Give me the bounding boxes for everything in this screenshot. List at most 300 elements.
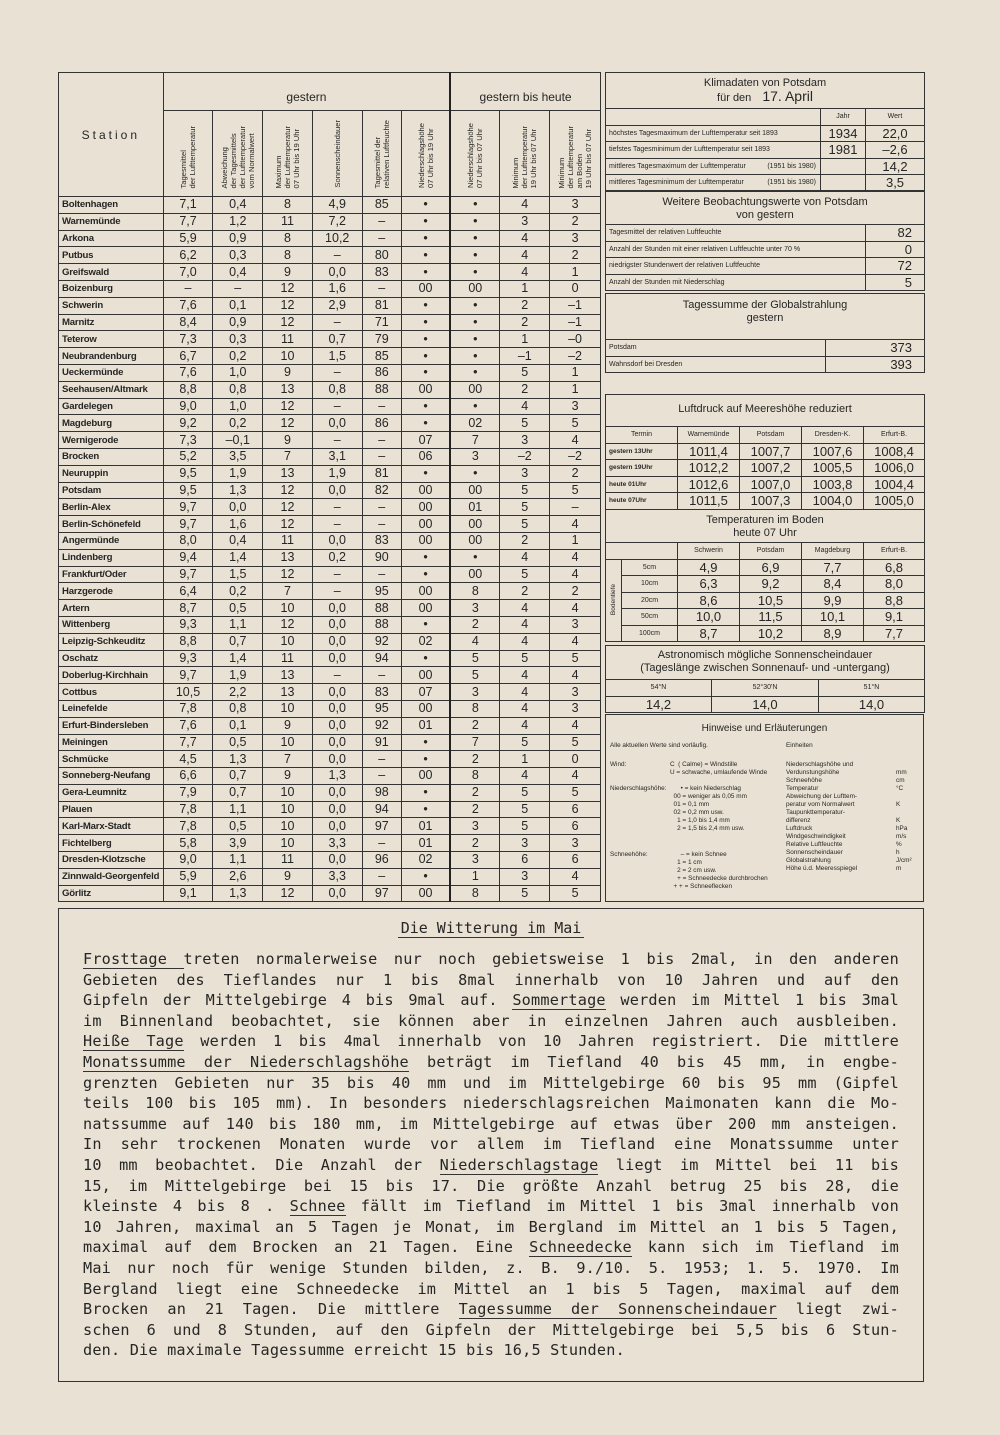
table-cell: 5	[550, 650, 601, 667]
table-cell: •	[401, 213, 450, 230]
table-cell: 4	[500, 247, 550, 264]
table-cell: 9,0	[163, 852, 213, 869]
table-cell: 0,0	[312, 600, 362, 617]
table-cell: 0,9	[213, 230, 263, 247]
table-cell: •	[450, 297, 500, 314]
table-cell: 0,5	[213, 818, 263, 835]
table-cell: 2	[550, 213, 601, 230]
table-cell: 8	[450, 768, 500, 785]
soil-row	[606, 559, 925, 576]
pressure-value: 1004,0	[802, 493, 864, 510]
table-cell: •	[450, 314, 500, 331]
table-cell: 1,1	[213, 616, 263, 633]
table-cell: 4	[500, 230, 550, 247]
table-cell: 97	[362, 818, 401, 835]
station-name: Magdeburg	[59, 415, 164, 432]
radiation-row	[606, 356, 925, 373]
table-cell: –	[362, 835, 401, 852]
table-row	[59, 566, 601, 583]
soil-value: 7,7	[802, 559, 864, 576]
station-name: Wittenberg	[59, 616, 164, 633]
table-cell: 5	[500, 482, 550, 499]
climate-col-year: Jahr	[821, 109, 866, 126]
pressure-value: 1011,5	[678, 493, 740, 510]
climate-label	[606, 175, 821, 192]
table-cell: –	[362, 868, 401, 885]
table-cell: 3	[450, 600, 500, 617]
climate-label	[606, 142, 821, 159]
table-cell: 7	[263, 448, 313, 465]
table-cell: 07	[401, 684, 450, 701]
table-cell: 1	[450, 868, 500, 885]
table-cell: 4	[550, 768, 601, 785]
pressure-row	[606, 476, 925, 493]
pressure-table	[605, 394, 925, 510]
table-cell: 0,0	[312, 532, 362, 549]
table-cell: 2	[550, 247, 601, 264]
table-cell: 10	[263, 818, 313, 835]
table-cell: 0,0	[312, 616, 362, 633]
table-cell: 0,3	[213, 331, 263, 348]
table-cell: 5	[500, 499, 550, 516]
table-cell: 5	[500, 885, 550, 902]
table-row	[59, 264, 601, 281]
table-cell: 00	[450, 280, 500, 297]
table-cell: 1,0	[213, 364, 263, 381]
table-cell: •	[401, 549, 450, 566]
table-cell: 11	[263, 650, 313, 667]
table-cell: 8	[450, 885, 500, 902]
table-cell: 9,5	[163, 465, 213, 482]
table-cell: 4	[500, 600, 550, 617]
notes-precip-label: Niederschlagshöhe:	[610, 785, 667, 792]
table-cell: 97	[362, 885, 401, 902]
table-row	[59, 751, 601, 768]
soil-value: 7,7	[864, 625, 925, 642]
sunshine-header: 51°N	[819, 680, 925, 697]
table-cell: 00	[401, 885, 450, 902]
observations-table	[605, 190, 925, 291]
table-cell: 4	[500, 700, 550, 717]
article-line: Brocken an 21 Tagen. Die mittlere Tagessumme der Sonnenscheindauer liegt zwi-	[83, 1300, 900, 1319]
table-cell: 0,0	[312, 415, 362, 432]
sunshine-value: 14,0	[819, 696, 925, 713]
article-line: kleinste 4 bis 8 . Schnee fällt im Tiefland im Mittel 1 bis 3mal innerhalb von	[83, 1197, 899, 1216]
table-cell: 8	[263, 197, 313, 214]
pressure-value: 1007,3	[740, 493, 802, 510]
table-cell: 0,0	[312, 801, 362, 818]
table-row	[59, 331, 601, 348]
table-cell: •	[450, 348, 500, 365]
table-row	[59, 448, 601, 465]
column-header	[362, 111, 401, 197]
radiation-value: 373	[826, 340, 925, 357]
table-row	[59, 852, 601, 869]
pressure-header: Termin	[606, 427, 678, 444]
soil-value: 10,0	[678, 609, 740, 626]
table-cell: 1,3	[213, 885, 263, 902]
table-row	[59, 768, 601, 785]
table-cell: 2,6	[213, 868, 263, 885]
table-cell: 1,4	[213, 549, 263, 566]
table-cell: 00	[401, 600, 450, 617]
table-cell: 5	[450, 667, 500, 684]
table-cell: –	[362, 667, 401, 684]
table-cell: 2	[450, 801, 500, 818]
station-name: Görlitz	[59, 885, 164, 902]
radiation-subtitle: gestern	[746, 312, 784, 324]
table-cell: –	[362, 230, 401, 247]
table-cell: 9,7	[163, 516, 213, 533]
table-cell: 3	[450, 852, 500, 869]
table-cell: 01	[450, 499, 500, 516]
pressure-value: 1007,7	[740, 443, 802, 460]
table-cell: 6,6	[163, 768, 213, 785]
climate-period: (1951 bis 1980)	[767, 162, 816, 170]
sunshine-value: 14,2	[606, 696, 712, 713]
table-cell: 94	[362, 650, 401, 667]
table-cell: 9	[263, 868, 313, 885]
table-cell: 1,1	[213, 801, 263, 818]
column-header	[312, 111, 362, 197]
table-cell: •	[401, 751, 450, 768]
column-header-label: Sonnenscheindauer	[332, 120, 342, 188]
notes-units-values: mm cm °C K K hPa m/s % h J/cm² m	[896, 769, 912, 872]
table-cell: 4	[550, 516, 601, 533]
table-cell: 3	[500, 432, 550, 449]
sunshine-header: 54°N	[606, 680, 712, 697]
article-line: Mai nur noch für wenige Stunden bilden, z. B. 9./10. 5. 1953; 1. 5. 1970. Im	[83, 1258, 899, 1277]
table-row	[59, 516, 601, 533]
notes-wind-label: Wind:	[610, 761, 627, 768]
table-cell: 0,4	[213, 197, 263, 214]
table-cell: 86	[362, 415, 401, 432]
table-row	[59, 633, 601, 650]
table-cell: –	[362, 213, 401, 230]
table-cell: 00	[401, 381, 450, 398]
pressure-value: 1007,0	[740, 476, 802, 493]
table-cell: •	[450, 331, 500, 348]
table-cell: 5	[550, 415, 601, 432]
table-cell: 00	[450, 381, 500, 398]
table-cell: •	[401, 650, 450, 667]
table-cell: 2	[500, 314, 550, 331]
observation-row	[606, 274, 925, 291]
table-cell: 3	[500, 465, 550, 482]
table-cell: 00	[450, 516, 500, 533]
table-row	[59, 650, 601, 667]
table-cell: 0,0	[312, 784, 362, 801]
pressure-term: heute 07Uhr	[606, 493, 678, 510]
table-cell: 3,1	[312, 448, 362, 465]
soil-depth: 100cm	[622, 625, 678, 642]
table-cell: 7	[263, 751, 313, 768]
table-cell: 0,0	[312, 734, 362, 751]
article-line: maximal auf dem Brocken an 21 Tagen. Eine Schneedecke kann sich im Tiefland im	[83, 1238, 899, 1257]
observation-value: 0	[866, 241, 925, 258]
station-name: Fichtelberg	[59, 835, 164, 852]
article-line: Gipfeln der Mittelgebirge 4 bis 9mal auf. Sommertage werden im Mittel 1 bis 3mal	[83, 991, 900, 1010]
table-cell: 5	[550, 784, 601, 801]
soil-value: 6,9	[740, 559, 802, 576]
soil-temperature-table	[605, 509, 925, 642]
table-cell: 0	[550, 751, 601, 768]
table-cell: 95	[362, 583, 401, 600]
table-cell: 00	[401, 482, 450, 499]
table-cell: 88	[362, 600, 401, 617]
observation-label: Anzahl der Stunden mit einer relativen Luftfeuchte unter 70 %	[606, 241, 866, 258]
table-cell: 6	[550, 818, 601, 835]
table-cell: 7,6	[163, 297, 213, 314]
soil-value: 6,3	[678, 576, 740, 593]
soil-value: 8,4	[802, 576, 864, 593]
table-cell: 7,9	[163, 784, 213, 801]
radiation-label: Potsdam	[606, 340, 826, 357]
table-cell: •	[450, 364, 500, 381]
table-cell: 0,0	[312, 684, 362, 701]
table-cell: 11	[263, 213, 313, 230]
column-header	[213, 111, 263, 197]
table-cell: 0,4	[213, 264, 263, 281]
table-cell: –	[312, 583, 362, 600]
table-cell: –	[312, 364, 362, 381]
table-cell: •	[401, 801, 450, 818]
table-cell: –0	[550, 331, 601, 348]
article-title-wrap	[59, 919, 923, 937]
group-header-overnight: gestern bis heute	[450, 73, 600, 111]
table-cell: 5	[500, 734, 550, 751]
table-row	[59, 818, 601, 835]
table-cell: •	[450, 247, 500, 264]
table-cell: 1,0	[213, 398, 263, 415]
table-cell: –	[312, 667, 362, 684]
table-cell: 4	[450, 633, 500, 650]
table-cell: 5	[550, 734, 601, 751]
station-name: Harzgerode	[59, 583, 164, 600]
table-cell: –	[362, 432, 401, 449]
table-cell: 2	[450, 717, 500, 734]
soil-header: Schwerin	[678, 543, 740, 560]
table-row	[59, 600, 601, 617]
table-cell: •	[450, 230, 500, 247]
table-cell: •	[401, 331, 450, 348]
soil-value: 8,9	[802, 625, 864, 642]
table-cell: 82	[362, 482, 401, 499]
table-cell: 4	[550, 667, 601, 684]
table-cell: 1,1	[213, 852, 263, 869]
table-cell: 2	[500, 532, 550, 549]
table-cell: 1,9	[213, 465, 263, 482]
table-row	[59, 465, 601, 482]
pressure-title: Luftdruck auf Meereshöhe reduziert	[606, 395, 925, 427]
table-cell: 0,9	[213, 314, 263, 331]
table-cell: 12	[263, 297, 313, 314]
table-cell: 3,3	[312, 835, 362, 852]
table-cell: 1,6	[312, 280, 362, 297]
table-row	[59, 213, 601, 230]
table-row	[59, 583, 601, 600]
table-cell: 5	[500, 818, 550, 835]
column-header-label: Niederschlagshöhe 07 Uhr bis 07 Uhr	[466, 122, 485, 188]
table-cell: •	[401, 230, 450, 247]
table-cell: 86	[362, 364, 401, 381]
table-cell: 4,9	[312, 197, 362, 214]
table-cell: 10	[263, 835, 313, 852]
table-cell: –1	[550, 314, 601, 331]
table-cell: 3	[550, 398, 601, 415]
table-cell: 2	[450, 784, 500, 801]
station-name: Artern	[59, 600, 164, 617]
table-row	[59, 482, 601, 499]
table-row	[59, 314, 601, 331]
soil-value: 4,9	[678, 559, 740, 576]
table-cell: –	[550, 499, 601, 516]
climate-col-value: Wert	[866, 109, 925, 126]
table-cell: •	[401, 247, 450, 264]
table-cell: 6,7	[163, 348, 213, 365]
notes-precip-text: • = kein Niederschlag 00 = weniger als 0,05 mm 01 = 0,1 mm 02 = 0,2 mm usw. 1 = 1,0 bis 1,4 mm 2 = 1,5 bis 2,4 mm usw.	[673, 785, 747, 832]
table-cell: 0	[550, 280, 601, 297]
climate-label-text: tiefstes Tagesminimum der Lufttemperatur seit 1893	[609, 146, 770, 154]
table-cell: 0,0	[312, 482, 362, 499]
table-cell: 3	[550, 197, 601, 214]
table-cell: 91	[362, 734, 401, 751]
table-cell: 7	[450, 432, 500, 449]
station-name: Potsdam	[59, 482, 164, 499]
table-cell: 3	[450, 684, 500, 701]
sunshine-title: Astronomisch mögliche Sonnenscheindauer	[657, 649, 873, 661]
station-weather-table	[58, 72, 601, 902]
soil-header: Potsdam	[740, 543, 802, 560]
table-row	[59, 684, 601, 701]
article-box	[58, 908, 924, 1382]
table-cell: 3	[500, 213, 550, 230]
pressure-value: 1003,8	[802, 476, 864, 493]
table-cell: 1,3	[213, 751, 263, 768]
table-cell: 01	[401, 717, 450, 734]
soil-value: 9,9	[802, 592, 864, 609]
table-cell: 4	[550, 566, 601, 583]
table-cell: 4	[500, 717, 550, 734]
pressure-term: gestern 13Uhr	[606, 443, 678, 460]
table-cell: 81	[362, 465, 401, 482]
table-cell: 6	[500, 852, 550, 869]
table-cell: 88	[362, 381, 401, 398]
table-cell: –	[362, 448, 401, 465]
table-cell: 0,0	[312, 650, 362, 667]
table-cell: 5	[500, 650, 550, 667]
table-row	[59, 297, 601, 314]
table-cell: 0,0	[312, 264, 362, 281]
pressure-value: 1007,2	[740, 460, 802, 477]
article-line: 15, im Mittelgebirge bei 15 bis 17. Die größte Anzahl betrug 25 bis 28, die	[83, 1176, 899, 1195]
pressure-value: 1007,6	[802, 443, 864, 460]
table-row	[59, 717, 601, 734]
climate-data-table	[605, 72, 925, 192]
soil-value: 8,0	[864, 576, 925, 593]
table-cell: –0,1	[213, 432, 263, 449]
table-cell: 2,9	[312, 297, 362, 314]
table-cell: •	[450, 465, 500, 482]
table-cell: 12	[263, 314, 313, 331]
column-header	[500, 111, 550, 197]
article-line: 10 Jahren, maximal an 5 Tagen je Monat, im Bergland im Mittel an 1 bis 5 Tagen,	[83, 1217, 899, 1236]
observations-subtitle: von gestern	[736, 209, 794, 221]
table-cell: •	[401, 348, 450, 365]
station-name: Seehausen/Altmark	[59, 381, 164, 398]
table-cell: 9,0	[163, 398, 213, 415]
table-row	[59, 667, 601, 684]
table-cell: –	[312, 499, 362, 516]
soil-value: 10,5	[740, 592, 802, 609]
notes-intro: Alle aktuellen Werte sind vorläufig.	[610, 742, 708, 749]
table-cell: 8,0	[163, 532, 213, 549]
soil-depth: 10cm	[622, 576, 678, 593]
table-cell: 4	[550, 633, 601, 650]
table-cell: 4	[500, 616, 550, 633]
table-cell: –	[362, 398, 401, 415]
table-cell: •	[401, 197, 450, 214]
station-name: Oschatz	[59, 650, 164, 667]
article-line: Monatssumme der Niederschlagshöhe beträgt im Tiefland 40 bis 45 mm, in engbe-	[83, 1052, 900, 1071]
table-cell: 3	[500, 868, 550, 885]
table-cell: 00	[401, 532, 450, 549]
table-cell: 1,5	[213, 566, 263, 583]
observation-label: Tagesmittel der relativen Luftfeuchte	[606, 225, 866, 242]
table-row	[59, 364, 601, 381]
table-cell: •	[401, 314, 450, 331]
table-cell: 02	[450, 415, 500, 432]
column-header-label: Abweichung der Tagesmittels der Lufttemperatur vom Normalwert	[219, 125, 256, 188]
table-cell: 07	[401, 432, 450, 449]
table-cell: 2	[500, 583, 550, 600]
table-cell: 1,3	[213, 482, 263, 499]
pressure-value: 1005,0	[864, 493, 925, 510]
table-cell: 1	[550, 364, 601, 381]
table-cell: 7	[263, 583, 313, 600]
table-cell: 6	[550, 852, 601, 869]
table-cell: 80	[362, 247, 401, 264]
column-header-label: Minimum der Lufttemperatur 19 Uhr bis 07 Uhr	[511, 125, 539, 188]
article-line: 10 mm beobachtet. Die Anzahl der Niederschlagstage liegt im Mittel bei 11 bis	[83, 1155, 899, 1174]
table-cell: 0,0	[312, 633, 362, 650]
table-cell: 10	[263, 633, 313, 650]
station-name: Zinnwald-Georgenfeld	[59, 868, 164, 885]
station-name: Neuruppin	[59, 465, 164, 482]
table-cell: 5	[450, 650, 500, 667]
table-cell: 00	[401, 700, 450, 717]
table-cell: 10	[263, 600, 313, 617]
climate-row	[606, 125, 925, 142]
table-cell: 4	[500, 197, 550, 214]
station-name: Gardelegen	[59, 398, 164, 415]
table-cell: 9,1	[163, 885, 213, 902]
table-cell: 7,7	[163, 213, 213, 230]
climate-label-text: mittleres Tagesmaximum der Lufttemperatur	[609, 162, 746, 170]
pressure-value: 1006,0	[864, 460, 925, 477]
table-cell: 12	[263, 398, 313, 415]
table-cell: 8	[450, 583, 500, 600]
table-cell: 9	[263, 768, 313, 785]
climate-label	[606, 125, 821, 142]
station-name: Schmücke	[59, 751, 164, 768]
pressure-value: 1012,6	[678, 476, 740, 493]
table-row	[59, 616, 601, 633]
table-cell: 13	[263, 381, 313, 398]
table-cell: •	[401, 264, 450, 281]
notes-wind-text: C ( Calme) = Windstille U = schwache, umlaufende Winde	[670, 761, 768, 776]
table-cell: 95	[362, 700, 401, 717]
